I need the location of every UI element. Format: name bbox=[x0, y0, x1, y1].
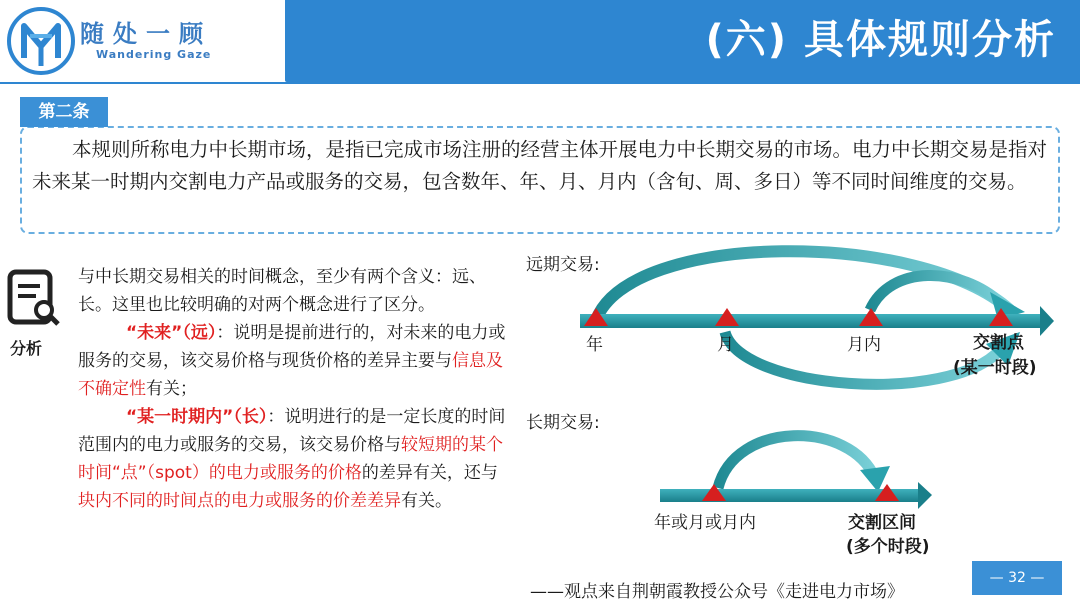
forward-timeline bbox=[580, 314, 1044, 328]
label-long-delivery-sub: (多个时段) bbox=[846, 537, 930, 557]
label-delivery-point-sub: (某一时段) bbox=[953, 358, 1037, 378]
forward-arc-intramonth bbox=[870, 275, 1002, 310]
long-title: 长期交易: bbox=[526, 413, 600, 433]
point-future-text-b: 有关； bbox=[146, 379, 197, 399]
label-delivery-point: 交割点 bbox=[973, 333, 1024, 353]
long-timeline-arrow bbox=[918, 482, 932, 509]
point-future-text-a: ：说明是提前进行的，对未来的电力或服务的交易，该交易价格与现货价格的差异主要与 bbox=[78, 323, 506, 371]
brand-logo-icon bbox=[6, 6, 76, 76]
forward-title: 远期交易: bbox=[526, 255, 600, 275]
label-month: 月 bbox=[717, 335, 734, 355]
brand-subtitle: Wandering Gaze bbox=[96, 48, 212, 61]
article-text bbox=[32, 134, 1052, 198]
analysis-intro: 与中长期交易相关的时间概念，至少有两个含义：远、长。这里也比较明确的对两个概念进行了区分。 bbox=[78, 267, 486, 315]
point-period-highlight-2: 块内不同的时间点的电力或服务的价差差异 bbox=[78, 491, 401, 511]
page-number: — 32 — bbox=[972, 561, 1062, 595]
forward-arc-year bbox=[596, 251, 1010, 320]
point-period-text-a: ：说明进行的是一定长度的时间范围内的电力或服务的交易，该交易价格与 bbox=[78, 407, 506, 455]
article-tag: 第二条 bbox=[20, 97, 108, 127]
analysis-point-future bbox=[78, 319, 508, 403]
term-future: “未来”（远） bbox=[126, 323, 217, 343]
analysis-label: 分析 bbox=[10, 339, 43, 358]
term-period: “某一时期内”（长） bbox=[126, 407, 268, 427]
document-search-icon bbox=[6, 268, 62, 330]
point-period-text-b: 的差异有关，还与 bbox=[361, 463, 498, 483]
brand-name: 随处一顾 bbox=[80, 20, 212, 48]
point-period-highlight-1: 较短期的某个时间“点”（spot）的电力或服务的价格 bbox=[78, 435, 503, 483]
point-future-highlight: 信息及不确定性 bbox=[78, 351, 503, 399]
header-divider bbox=[0, 82, 1080, 84]
label-year: 年 bbox=[586, 335, 603, 355]
label-long-delivery: 交割区间 bbox=[848, 513, 916, 533]
point-period-text-c: 有关。 bbox=[401, 491, 452, 511]
transaction-diagram bbox=[520, 240, 1070, 570]
long-arc bbox=[718, 436, 875, 488]
slide-title: (六) 具体规则分析 bbox=[705, 17, 1056, 63]
label-long-start: 年或月或月内 bbox=[654, 513, 756, 533]
analysis-body bbox=[78, 263, 508, 515]
forward-timeline-arrow bbox=[1040, 306, 1054, 336]
analysis-point-period bbox=[78, 403, 508, 515]
label-intramonth: 月内 bbox=[847, 335, 881, 355]
source-quote: ——观点来自荆朝霞教授公众号《走进电力市场》 bbox=[530, 582, 904, 602]
article-body: 本规则所称电力中长期市场，是指已完成市场注册的经营主体开展电力中长期交易的市场。电力中长期交易是指对未来某一时期内交割电力产品或服务的交易，包含数年、年、月、月内（含旬、周、多日）等不同时间维度的交易。 bbox=[32, 138, 1048, 193]
